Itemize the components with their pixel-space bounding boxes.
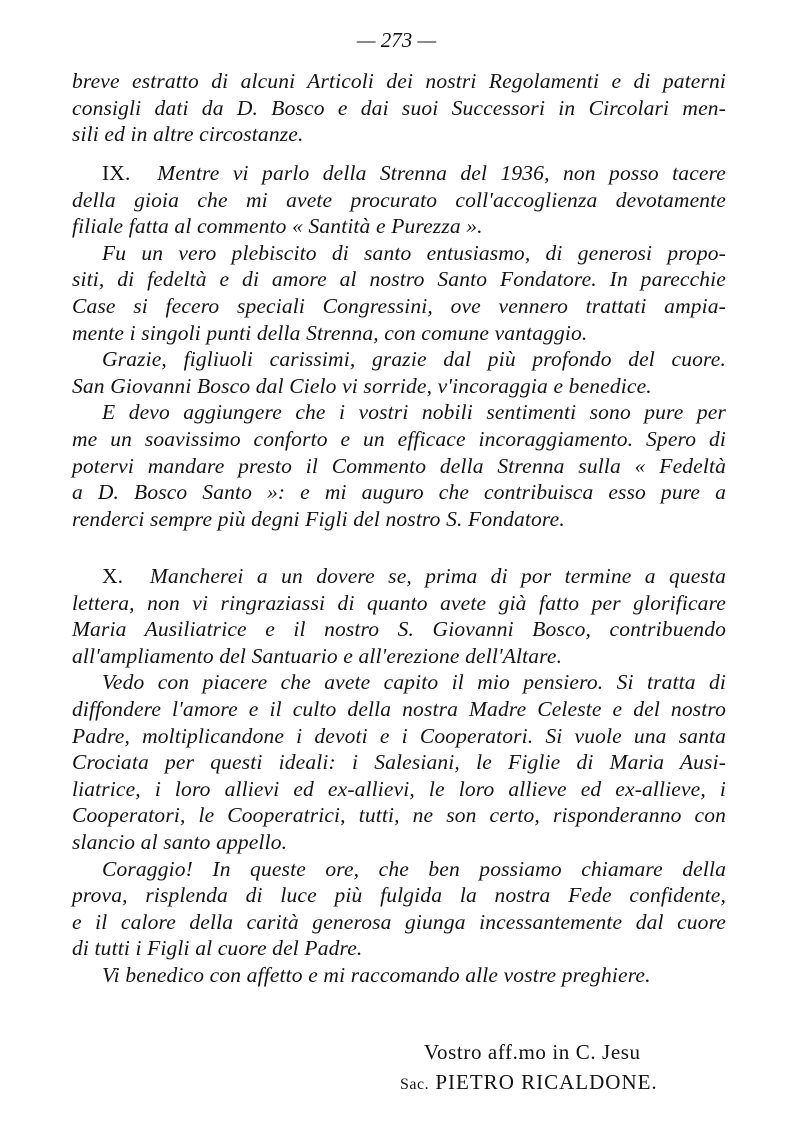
text-line: potervi mandare presto il Commento della Strenna sulla « Fedeltà <box>72 453 726 478</box>
text-line: Crociata per questi ideali: i Salesiani, le Figlie di Maria Ausi- <box>72 750 726 775</box>
text-line: a D. Bosco Santo »: e mi auguro che contribuisca esso pure a <box>72 480 726 505</box>
text-line: renderci sempre più degni Figli del nostro S. Fondatore. <box>72 506 565 531</box>
signature-name-line <box>400 1070 658 1095</box>
text-line: diffondere l'amore e il culto della nostra Madre Celeste e del nostro <box>72 696 726 721</box>
text-line-content: Mentre vi parlo della Strenna del 1936, non posso tacere <box>157 161 726 185</box>
text-line: Cooperatori, le Cooperatrici, tutti, ne son certo, risponderanno con <box>72 803 726 828</box>
text-line: Maria Ausiliatrice e il nostro S. Giovanni Bosco, contribuendo <box>72 617 726 642</box>
page-number: — 273 — <box>356 28 437 52</box>
text-line-content: Mancherei a un dovere se, prima di por termine a questa <box>149 564 726 588</box>
text-line: Vi benedico con affetto e mi raccomando alle vostre preghiere. <box>102 962 651 987</box>
text-line: San Giovanni Bosco dal Cielo vi sorride, v'incoraggia e benedice. <box>72 373 652 398</box>
section-numeral: IX. <box>102 161 131 185</box>
section-x <box>72 563 726 989</box>
text-line: Padre, moltiplicandone i devoti e i Cooperatori. Si vuole una santa <box>72 723 726 748</box>
text-line: breve estratto di alcuni Articoli dei nostri Regolamenti e di paterni <box>72 69 726 93</box>
text-line: slancio al santo appello. <box>72 829 288 854</box>
text-line: Grazie, figliuoli carissimi, grazie dal più profondo del cuore. <box>102 347 726 372</box>
text-line: sili ed in altre circostanze. <box>72 122 304 147</box>
text-line: consigli dati da D. Bosco e dai suoi Successori in Circolari men- <box>72 95 726 120</box>
text-line: E devo aggiungere che i vostri nobili sentimenti sono pure per <box>102 400 726 425</box>
text-line: Vedo con piacere che avete capito il mio pensiero. Si tratta di <box>102 670 726 695</box>
text-line: filiale fatta al commento « Santità e Purezza ». <box>72 214 483 239</box>
paragraph-intro <box>72 68 726 148</box>
signature-title: Sac. <box>400 1076 430 1093</box>
text-line: lettera, non vi ringraziassi di quanto avete già fatto per glorificare <box>72 590 726 615</box>
section-ix <box>72 160 726 532</box>
text-line: della gioia che mi avete procurato coll'accoglienza devotamente <box>72 187 726 212</box>
text-line: e il calore della carità generosa giunga incessantemente dal cuore <box>72 909 726 934</box>
text-line: mente i singoli punti della Strenna, con comune vantaggio. <box>72 320 588 345</box>
section-numeral: X. <box>102 564 124 588</box>
text-line: Fu un vero plebiscito di santo entusiasmo, di generosi propo- <box>102 240 726 265</box>
text-line: di tutti i Figli al cuore del Padre. <box>72 936 363 961</box>
text-line <box>72 160 726 187</box>
signature-name: PIETRO RICALDONE. <box>435 1070 658 1094</box>
text-line: Case si fecero speciali Congressini, ove vennero trattati ampia- <box>72 293 726 318</box>
text-line: liatrice, i loro allievi ed ex-allievi, le loro allieve ed ex-allieve, i <box>72 776 726 801</box>
text-line <box>72 563 726 590</box>
text-line: prova, risplenda di luce più fulgida la nostra Fede confidente, <box>72 883 726 908</box>
signature-closing: Vostro aff.mo in C. Jesu <box>424 1040 641 1064</box>
text-line: Coraggio! In queste ore, che ben possiamo chiamare della <box>102 856 726 881</box>
text-line: siti, di fedeltà e di amore al nostro Santo Fondatore. In parecchie <box>72 267 726 292</box>
text-line: me un soavissimo conforto e un efficace incoraggiamento. Spero di <box>72 426 726 451</box>
text-line: all'ampliamento del Santuario e all'erezione dell'Altare. <box>72 643 563 668</box>
